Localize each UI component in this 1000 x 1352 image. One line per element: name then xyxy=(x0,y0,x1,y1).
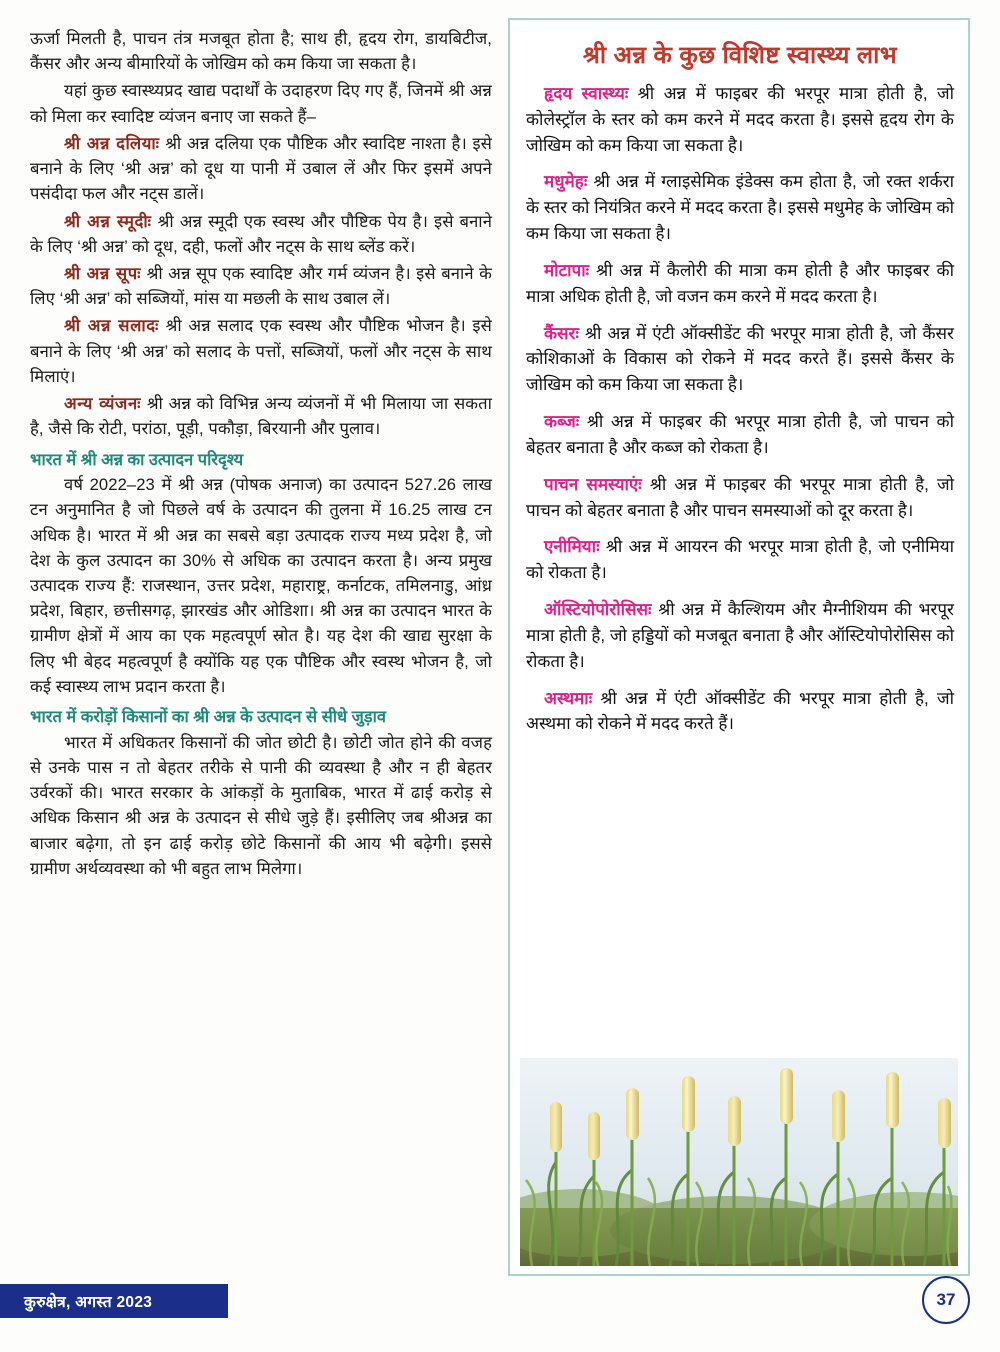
paragraph-farmers: भारत में अधिकतर किसानों की जोत छोटी है। छोटी जोत होने की वजह से उनके पास न तो बेहतर तरीके से पानी की व्यवस्था है और न ही बेहतर उर्वरकों की। भारत सरकार के आंकड़ों के मुताबिक, भारत में ढाई करोड़ से अधिक किसान श्री अन्न के उत्पादन से सीधे जुड़े हैं। इसीलिए जब श्रीअन्न का बाजार बढ़ेगा, तो इन ढाई करोड़ छोटे किसानों की आय भी बढ़ेगी। इससे ग्रामीण अर्थव्यवस्था को भी बहुत लाभ मिलेगा। xyxy=(30,732,492,878)
benefit-lead: अस्थमाः xyxy=(544,688,593,708)
benefit-lead: ऑस्टियोपोरोसिसः xyxy=(544,600,652,620)
benefit-item xyxy=(526,81,954,158)
recipe-item xyxy=(30,131,492,207)
millet-field-illustration xyxy=(520,1058,958,1266)
benefit-item xyxy=(526,472,954,524)
health-benefits-box xyxy=(508,18,970,1276)
footer-journal-ribbon xyxy=(0,1284,228,1318)
benefit-item xyxy=(526,686,954,738)
recipe-item xyxy=(30,313,492,389)
benefit-text: श्री अन्न में फाइबर की भरपूर मात्रा होती है, जो पाचन को बेहतर बनाता है और पाचन समस्याओं को दूर करता है। xyxy=(526,474,954,520)
benefit-lead: मोटापाः xyxy=(544,260,590,280)
benefit-item xyxy=(526,534,954,586)
benefit-lead: कैंसरः xyxy=(544,323,579,343)
footer-journal-text: कुरुक्षेत्र, अगस्त 2023 xyxy=(24,1294,153,1311)
benefit-text: श्री अन्न में फाइबर की भरपूर मात्रा होती है, जो कोलेस्ट्रॉल के स्तर को कम करने में मदद करता है। इससे हृदय रोग के जोखिम को कम किया जा सकता है। xyxy=(526,84,954,155)
health-benefits-content xyxy=(510,20,968,737)
recipe-item-lead: श्री अन्न स्मूदीः xyxy=(64,211,152,231)
recipe-item-text: श्री अन्न सूप एक स्वादिष्ट और गर्म व्यंजन है। इसे बनाने के लिए ‘श्री अन्न’ को सब्जियों, मांस या मछली के साथ उबाल लें। xyxy=(30,263,493,309)
recipe-item-text: श्री अन्न दलिया एक पौष्टिक और स्वादिष्ट नाश्ता है। इसे बनाने के लिए ‘श्री अन्न’ को दूध या पानी में उबाल लें और फिर इसमें अपने पसंदीदा फल और नट्स डालें। xyxy=(30,133,493,204)
benefit-item xyxy=(526,409,954,461)
benefit-lead: पाचन समस्याएंः xyxy=(544,474,642,494)
benefit-text: श्री अन्न में कैल्शियम और मैग्नीशियम की भरपूर मात्रा होती है, जो हड्डियों को मजबूत बनाता है और ऑस्टियोपोरोसिस को रोकता है। xyxy=(526,600,954,671)
benefit-item xyxy=(526,258,954,310)
benefit-text: श्री अन्न में कैलोरी की मात्रा कम होती है और फाइबर की मात्रा अधिक होती है, जो वजन कम करने में मदद करता है। xyxy=(526,260,954,306)
benefit-item xyxy=(526,597,954,674)
section-heading-farmers: भारत में करोड़ों किसानों का श्री अन्न के उत्पादन से सीधे जुड़ाव xyxy=(30,708,386,727)
left-column xyxy=(30,26,492,1266)
benefit-lead: हृदय स्वास्थ्यः xyxy=(544,84,629,103)
benefit-text: श्री अन्न में आयरन की भरपूर मात्रा होती है, जो एनीमिया को रोकता है। xyxy=(526,537,954,583)
recipe-item xyxy=(30,261,492,311)
section-heading-production: भारत में श्री अन्न का उत्पादन परिदृश्य xyxy=(30,450,244,469)
benefit-lead: एनीमियाः xyxy=(544,537,600,557)
paragraph-continued: ऊर्जा मिलती है, पाचन तंत्र मजबूत होता है; साथ ही, हृदय रोग, डायबिटीज, कैंसर और अन्य बीमारियों के जोखिम को कम किया जा सकता है। xyxy=(30,29,492,74)
benefit-text: श्री अन्न में फाइबर की भरपूर मात्रा होती है, जो पाचन को बेहतर बनाता है और कब्ज को रोकता है। xyxy=(526,412,954,457)
paragraph-intro: यहां कुछ स्वास्थ्यप्रद खाद्य पदार्थों के उदाहरण दिए गए हैं, जिनमें श्री अन्न को मिला कर स्वादिष्ट व्यंजन बनाए जा सकते हैं– xyxy=(30,81,492,126)
page-number-text: 37 xyxy=(936,1290,956,1309)
paragraph-production: वर्ष 2022–23 में श्री अन्न (पोषक अनाज) का उत्पादन 527.26 लाख टन अनुमानित है जो पिछले वर्ष के उत्पादन की तुलना में 16.25 लाख टन अधिक है। भारत में श्री अन्न का सबसे बड़ा उत्पादक राज्य मध्य प्रदेश है, जो देश के कुल उत्पादन का 30% से अधिक का उत्पादन करता है। अन्य प्रमुख उत्पादक राज्य हैं: राजस्थान, उत्तर प्रदेश, महाराष्ट्र, कर्नाटक, तमिलनाडु, आंध्र प्रदेश, बिहार, छत्तीसगढ़, झारखंड और ओडिशा। श्री अन्न का उत्पादन भारत के ग्रामीण क्षेत्रों में आय का एक महत्वपूर्ण स्रोत है। यह देश की खाद्य सुरक्षा के लिए भी बेहद महत्वपूर्ण है क्योंकि यह एक पौष्टिक और स्वस्थ भोजन है, जो कई स्वास्थ्य लाभ प्रदान करता है। xyxy=(30,475,492,696)
benefit-text: श्री अन्न में ग्लाइसेमिक इंडेक्स कम होता है, जो रक्त शर्करा के स्तर को नियंत्रित करने में मदद करता है। इससे मधुमेह के जोखिम को कम किया जा सकता है। xyxy=(526,172,954,244)
page-number-badge xyxy=(922,1276,970,1324)
benefit-text: श्री अन्न में एंटी ऑक्सीडेंट की भरपूर मात्रा होती है, जो अस्थमा को रोकने में मदद करते हैं। xyxy=(526,688,954,734)
millet-field-photo xyxy=(520,1058,958,1266)
benefit-lead: मधुमेहः xyxy=(544,172,588,192)
box-title: श्री अन्न के कुछ विशिष्ट स्वास्थ्य लाभ xyxy=(582,42,898,69)
recipe-item-text: श्री अन्न को विभिन्न अन्य व्यंजनों में भी मिलाया जा सकता है, जैसे कि रोटी, परांठा, पूड़ी, पकौड़ा, बिरयानी और पुलाव। xyxy=(30,394,492,439)
recipe-item xyxy=(30,209,492,259)
benefit-text: श्री अन्न में एंटी ऑक्सीडेंट की भरपूर मात्रा होती है, जो कैंसर कोशिकाओं के विकास को रोकने में मदद करते हैं। इससे कैंसर के जोखिम को कम किया जा सकता है। xyxy=(526,323,954,395)
recipe-item-lead: श्री अन्न सूपः xyxy=(64,263,142,283)
recipe-item-lead: श्री अन्न दलियाः xyxy=(64,133,160,153)
recipe-item-lead: श्री अन्न सलादः xyxy=(64,316,159,336)
recipe-item-text: श्री अन्न सलाद एक स्वस्थ और पौष्टिक भोजन है। इसे बनाने के लिए ‘श्री अन्न’ को सलाद के पत्तों, सब्जियों, फलों और नट्स के साथ मिलाएं। xyxy=(30,316,492,386)
recipe-item-lead: अन्य व्यंजनः xyxy=(64,394,142,414)
recipe-item-text: श्री अन्न स्मूदी एक स्वस्थ और पौष्टिक पेय है। इसे बनाने के लिए ‘श्री अन्न’ को दूध, दही, फलों और नट्स के साथ ब्लेंड करें। xyxy=(30,211,493,256)
benefit-item xyxy=(526,321,954,398)
recipe-item xyxy=(30,391,492,441)
benefit-lead: कब्जः xyxy=(544,412,580,432)
benefit-item xyxy=(526,169,954,246)
